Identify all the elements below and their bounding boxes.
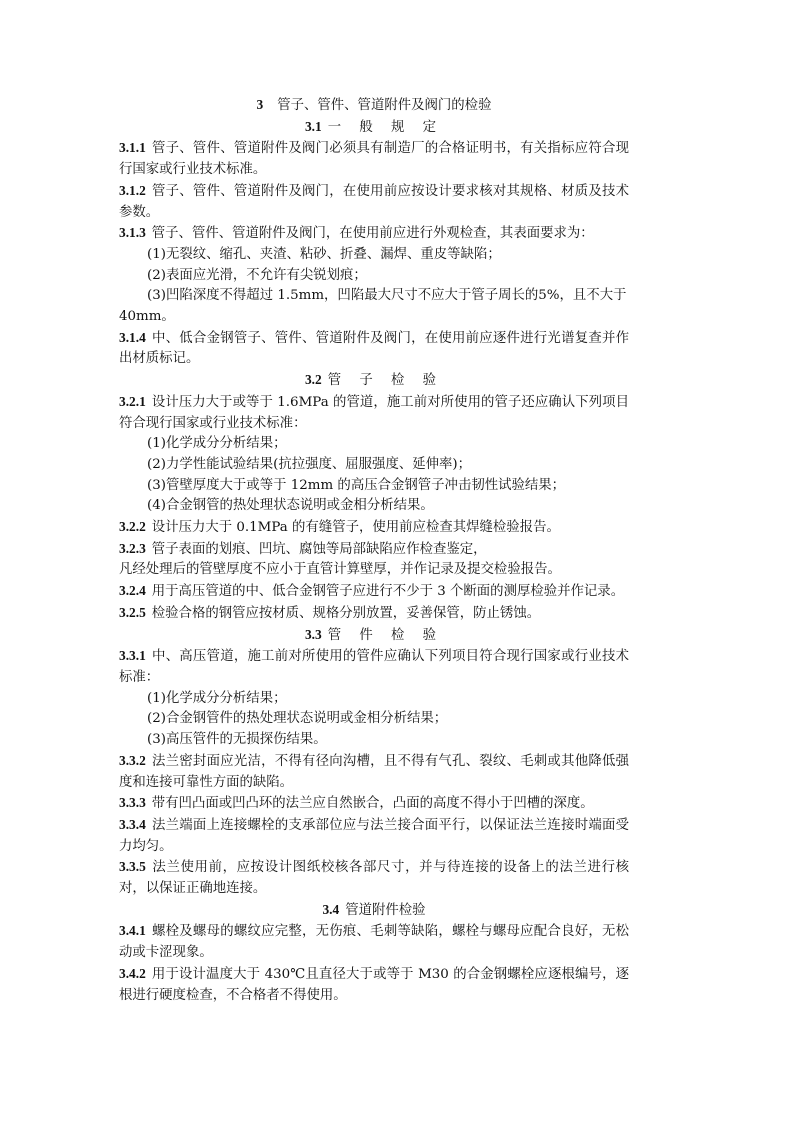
list-item: (3)高压管件的无损探伤结果。 bbox=[147, 732, 327, 748]
clause bbox=[119, 539, 629, 561]
list-item: (1)化学成分分析结果； bbox=[147, 690, 287, 706]
clause-number: 3.2.4 bbox=[119, 583, 146, 599]
clause bbox=[119, 815, 629, 857]
clause-text: 法兰端面上连接螺栓的支承部位应与法兰接合面平行，以保证法兰连接时端面受力均匀。 bbox=[119, 817, 629, 854]
clause-number: 3.3.2 bbox=[119, 752, 146, 768]
clause bbox=[119, 751, 629, 793]
clause-text: 带有凹凸面或凹凸环的法兰应自然嵌合，凸面的高度不得小于凹槽的深度。 bbox=[151, 796, 594, 812]
clause-number: 3.1.1 bbox=[119, 140, 146, 156]
section-title: 管道附件检验 bbox=[345, 902, 426, 918]
section-number: 3.4 bbox=[322, 901, 340, 917]
list-item: (2)表面应光滑，不允许有尖锐划痕； bbox=[147, 267, 367, 283]
clause-number: 3.2.5 bbox=[119, 604, 146, 620]
clause-text: 检验合格的钢管应按材质、规格分别放置，妥善保管，防止锈蚀。 bbox=[151, 605, 541, 621]
clause bbox=[119, 646, 629, 688]
section-title: 一 般 规 定 bbox=[327, 119, 444, 135]
clause-number: 3.2.2 bbox=[119, 519, 146, 535]
section-heading bbox=[119, 900, 629, 922]
clause-number: 3.2.1 bbox=[119, 393, 146, 409]
clause-text: 中、高压管道，施工前对所使用的管件应确认下列项目符合现行国家或行业技术标准： bbox=[119, 649, 629, 685]
chapter-title-text: 管子、管件、管道附件及阀门的检验 bbox=[277, 98, 492, 113]
chapter-title bbox=[119, 95, 629, 117]
clause-number: 3.2.3 bbox=[119, 540, 146, 556]
section-title: 管 子 检 验 bbox=[327, 373, 444, 389]
clause bbox=[119, 793, 629, 815]
clause-number: 3.1.3 bbox=[119, 225, 146, 241]
section-number: 3.2 bbox=[304, 372, 322, 388]
clause bbox=[119, 921, 629, 963]
clause bbox=[119, 603, 629, 625]
chapter-number: 3 bbox=[256, 97, 264, 112]
clause-text: 管子表面的划痕、凹坑、腐蚀等局部缺陷应作检查鉴定， bbox=[151, 541, 487, 557]
clause bbox=[119, 392, 629, 434]
clause-text: 法兰使用前，应按设计图纸校核各部尺寸，并与待连接的设备上的法兰进行核对，以保证正确地连接。 bbox=[119, 860, 629, 897]
clause bbox=[119, 181, 629, 223]
clause-number: 3.1.2 bbox=[119, 182, 146, 198]
clause-text: 设计压力大于或等于 1.6MPa 的管道，施工前对所使用的管子还应确认下列项目符合现行国家或行业技术标准： bbox=[119, 394, 629, 431]
document-page bbox=[119, 95, 629, 1006]
section-number: 3.1 bbox=[304, 118, 322, 134]
list-item: (3)管壁厚度大于或等于 12mm 的高压合金钢管子冲击韧性试验结果； bbox=[147, 477, 566, 493]
clause-text: 法兰密封面应光洁，不得有径向沟槽，且不得有气孔、裂纹、毛刺或其他降低强度和连接可靠性方面的缺陷。 bbox=[119, 753, 629, 790]
clause-number: 3.3.1 bbox=[119, 648, 146, 664]
section-number: 3.3 bbox=[304, 626, 322, 642]
clause-text: 管子、管件、管道附件及阀门，在使用前应按设计要求核对其规格、材质及技术参数。 bbox=[119, 183, 629, 220]
clause-number: 3.1.4 bbox=[119, 329, 146, 345]
clause-number: 3.4.2 bbox=[119, 965, 146, 981]
clause bbox=[119, 223, 629, 245]
list-item: (4)合金钢管的热处理状态说明或金相分析结果。 bbox=[147, 498, 434, 514]
section-heading bbox=[119, 117, 629, 139]
list-item: (3)凹陷深度不得超过 1.5mm，凹陷最大尺寸不应大于管子周长的5%，且不大于 40mm。 bbox=[119, 288, 627, 325]
list-item: (2)合金钢管件的热处理状态说明或金相分析结果； bbox=[147, 711, 448, 727]
clause-text: 管子、管件、管道附件及阀门，在使用前应进行外观检查，其表面要求为： bbox=[151, 226, 594, 242]
section-title: 管 件 检 验 bbox=[327, 627, 444, 643]
clause-continuation: 凡经处理后的管壁厚度不应小于直管计算壁厚，并作记录及提交检验报告。 bbox=[119, 562, 561, 578]
clause-number: 3.3.5 bbox=[119, 859, 146, 875]
section-heading bbox=[119, 625, 629, 647]
clause bbox=[119, 328, 629, 370]
clause-text: 管子、管件、管道附件及阀门必须具有制造厂的合格证明书，有关指标应符合现行国家或行业技术标准。 bbox=[119, 141, 629, 178]
clause bbox=[119, 857, 629, 899]
clause bbox=[119, 581, 629, 603]
clause bbox=[119, 964, 629, 1006]
clause-number: 3.4.1 bbox=[119, 923, 146, 939]
clause-text: 螺栓及螺母的螺纹应完整，无伤痕、毛刺等缺陷，螺栓与螺母应配合良好，无松动或卡涩现象。 bbox=[119, 924, 629, 961]
clause bbox=[119, 138, 629, 180]
section-heading bbox=[119, 370, 629, 392]
clause-number: 3.3.4 bbox=[119, 816, 146, 832]
list-item: (1)无裂纹、缩孔、夹渣、粘砂、折叠、漏焊、重皮等缺陷； bbox=[147, 246, 501, 262]
clause-text: 用于高压管道的中、低合金钢管子应进行不少于 3 个断面的测厚检验并作记录。 bbox=[151, 584, 625, 600]
clause-text: 设计压力大于 0.1MPa 的有缝管子，使用前应检查其焊缝检验报告。 bbox=[151, 520, 560, 536]
list-item: (2)力学性能试验结果(抗拉强度、屈服强度、延伸率)； bbox=[147, 456, 472, 472]
clause bbox=[119, 517, 629, 539]
clause-text: 中、低合金钢管子、管件、管道附件及阀门，在使用前应逐件进行光谱复查并作出材质标记。 bbox=[119, 330, 629, 367]
clause-number: 3.3.3 bbox=[119, 795, 146, 811]
clause-text: 用于设计温度大于 430℃且直径大于或等于 M30 的合金钢螺栓应逐根编号，逐根进行硬度检查，不合格者不得使用。 bbox=[119, 966, 629, 1003]
list-item: (1)化学成分分析结果； bbox=[147, 436, 287, 452]
